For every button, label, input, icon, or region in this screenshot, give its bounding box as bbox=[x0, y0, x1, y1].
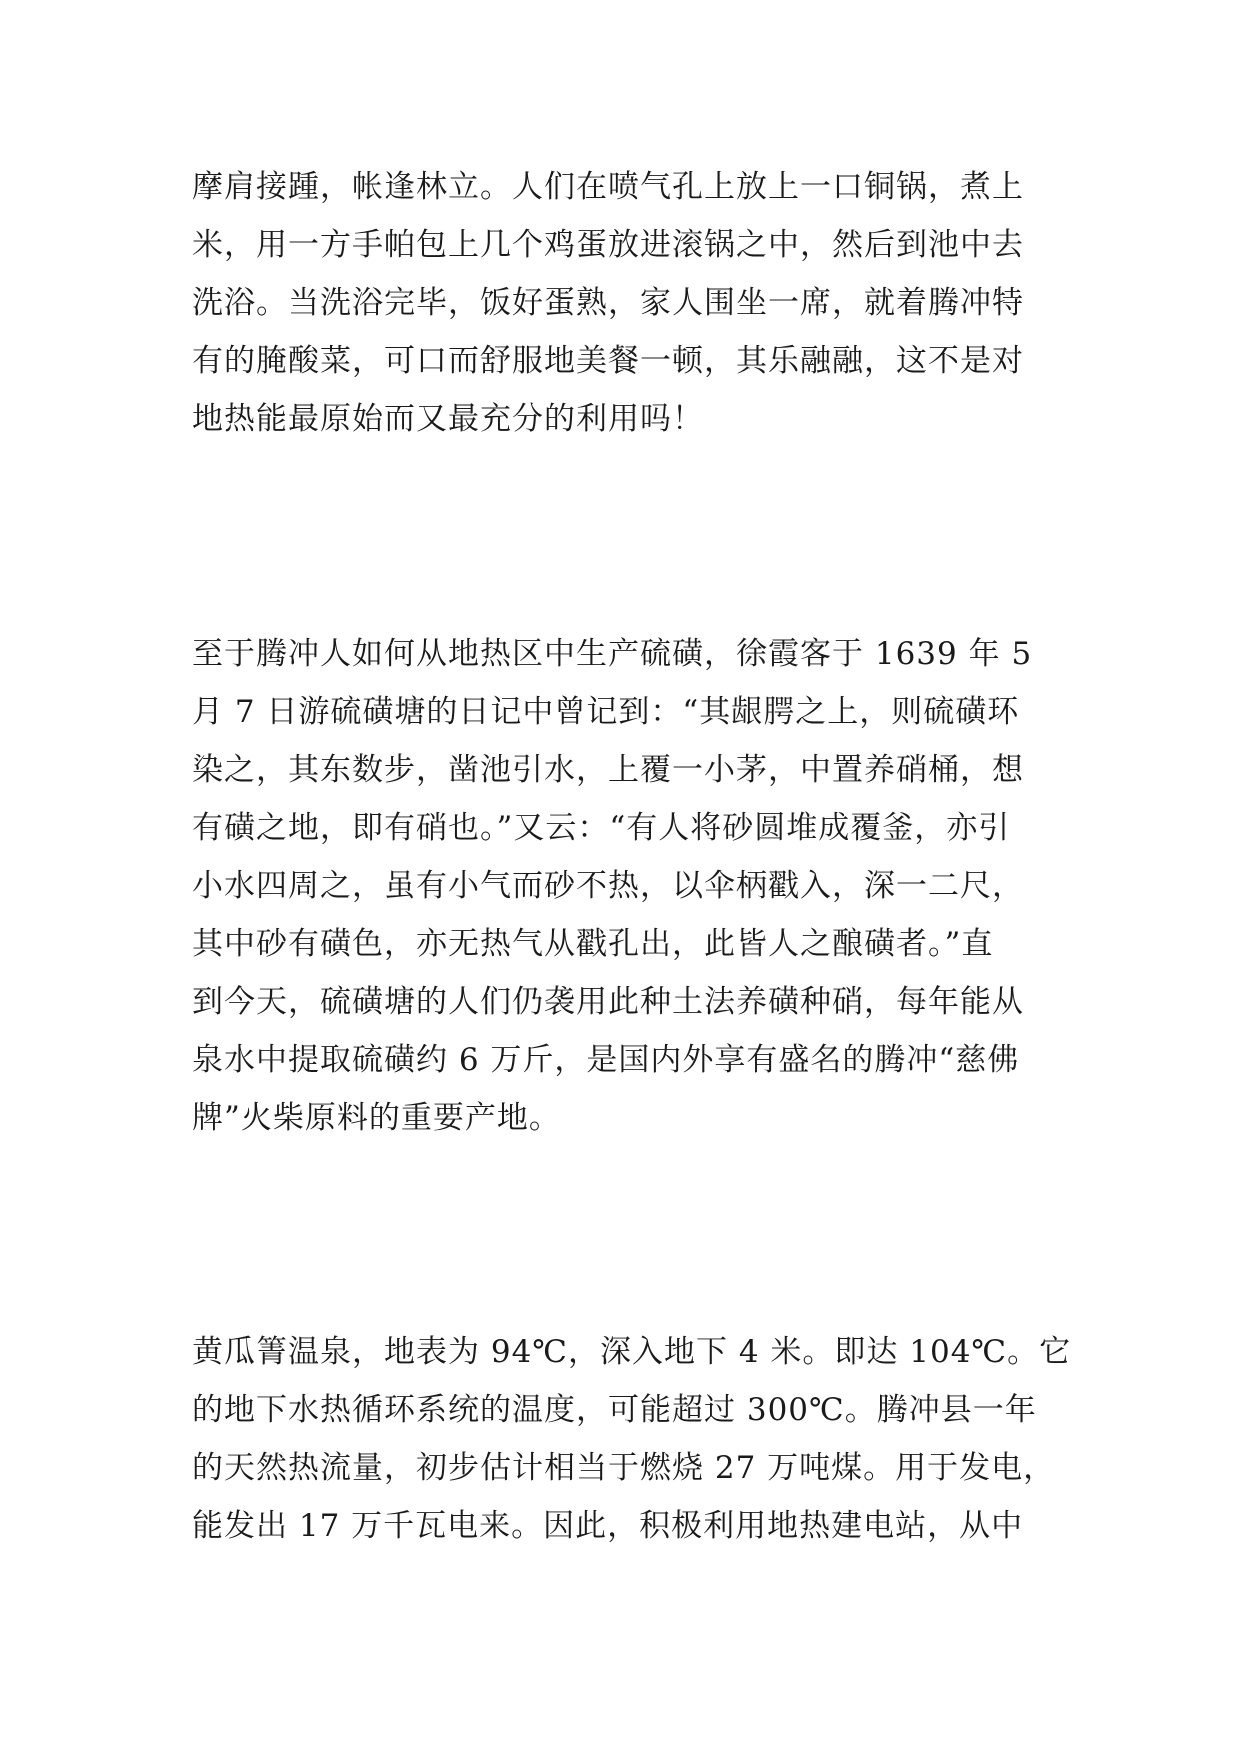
text-line: 小水四周之，虽有小气而砂不热，以伞柄戳入，深一二尺， bbox=[192, 868, 1024, 904]
text-line: 月 7 日游硫磺塘的日记中曾记到：“其龈腭之上，则硫磺环 bbox=[192, 694, 1020, 730]
text-line: 的地下水热循环系统的温度，可能超过 300℃。腾冲县一年 bbox=[192, 1392, 1037, 1428]
text-line: 摩肩接踵，帐逢林立。人们在喷气孔上放上一口铜锅，煮上 bbox=[192, 169, 1024, 205]
text-line: 洗浴。当洗浴完毕，饭好蛋熟，家人围坐一席，就着腾冲特 bbox=[192, 285, 1024, 321]
text-line: 牌”火柴原料的重要产地。 bbox=[192, 1100, 561, 1136]
paragraph-1 bbox=[192, 158, 1062, 448]
text-line: 其中砂有磺色，亦无热气从戳孔出，此皆人之酿磺者。”直 bbox=[192, 926, 994, 962]
text-line: 米，用一方手帕包上几个鸡蛋放进滚锅之中，然后到池中去 bbox=[192, 227, 1024, 263]
text-line: 有磺之地，即有硝也。”又云：“有人将砂圆堆成覆釜，亦引 bbox=[192, 810, 1011, 846]
text-line: 泉水中提取硫磺约 6 万斤，是国内外享有盛名的腾冲“慈佛 bbox=[192, 1042, 1020, 1078]
text-line: 至于腾冲人如何从地热区中生产硫磺，徐霞客于 1639 年 5 bbox=[192, 636, 1033, 672]
text-line: 的天然热流量，初步估计相当于燃烧 27 万吨煤。用于发电， bbox=[192, 1450, 1056, 1486]
text-line: 染之，其东数步，凿池引水，上覆一小茅，中置养硝桶，想 bbox=[192, 752, 1024, 788]
text-line: 黄瓜箐温泉，地表为 94℃，深入地下 4 米。即达 104℃。它 bbox=[192, 1334, 1072, 1370]
paragraph-3 bbox=[192, 1323, 1072, 1555]
text-line: 到今天，硫磺塘的人们仍袭用此种土法养磺种硝，每年能从 bbox=[192, 984, 1024, 1020]
text-line: 能发出 17 万千瓦电来。因此，积极利用地热建电站，从中 bbox=[192, 1508, 1024, 1544]
text-line: 地热能最原始而又最充分的利用吗！ bbox=[192, 401, 704, 437]
text-line: 有的腌酸菜，可口而舒服地美餐一顿，其乐融融，这不是对 bbox=[192, 343, 1024, 379]
paragraph-2 bbox=[192, 625, 1062, 1147]
